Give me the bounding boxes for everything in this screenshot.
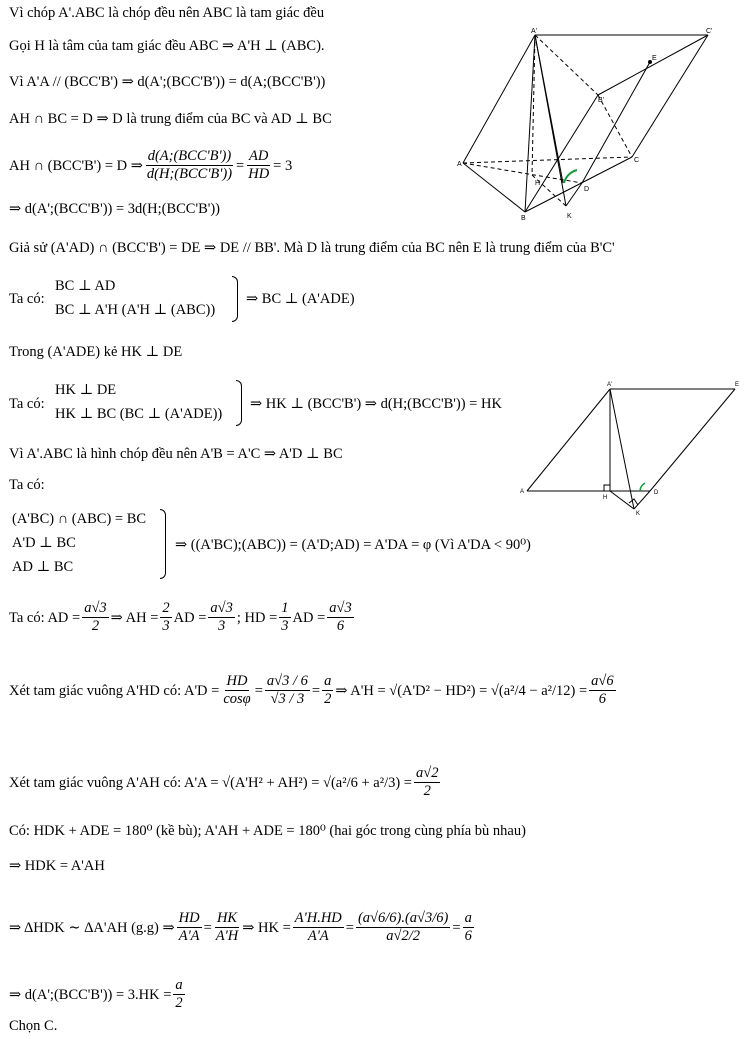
fraction-denominator: 3 [281,618,289,634]
hk-result-fraction [463,910,474,945]
label-e: E [652,55,657,62]
label-k: K [567,213,572,220]
hk-ah-fraction [214,910,240,945]
fraction-numerator: a [464,910,472,926]
ah-fraction [208,600,234,635]
system-1-result: ⇒ BC ⊥ (A'ADE) [246,291,355,307]
equals-sign: = [311,682,321,699]
line-5-prefix: AH ∩ (BCC'B') = D ⇒ [9,157,143,174]
label-e: E [735,382,740,388]
label-a: A [520,489,525,495]
line-11: Vì A'.ABC là hình chóp đều nên A'B = A'C ⇒ A'D ⊥ BC [9,446,343,462]
fraction-denominator: 3 [162,618,170,634]
angle-mark-icon [640,483,645,491]
fraction-denominator: √3 / 3 [270,691,305,707]
fraction-numerator: AD [249,148,269,164]
fraction-denominator: cosφ [223,691,251,707]
fraction-denominator: 2 [91,618,100,634]
ad-text-2: AD = [292,609,326,626]
fraction-numerator: a√6 [591,673,614,689]
line-12: Ta có: [9,477,45,493]
ad-fraction [82,600,108,635]
ad-hd-fraction [246,148,271,183]
hk-compound-fraction [356,910,450,945]
fraction-numerator: d(A;(BCC'B')) [147,148,232,164]
fraction-denominator: A'H [215,928,239,944]
angle-mark-icon [564,170,577,183]
fraction-numerator: HD [178,910,200,926]
fraction-denominator: 2 [175,995,183,1011]
fraction-numerator: a√3 [210,600,233,616]
hd-cos-fraction [221,673,252,708]
system-2 [55,378,222,426]
a-half-fraction [322,673,333,708]
line-16 [9,765,442,800]
line-3: Vì A'A // (BCC'B') ⇒ d(A';(BCC'B')) = d(A;(BCC'B')) [9,74,326,90]
cross-section-figure [515,378,740,518]
label-d: D [584,186,590,193]
ad-cos-label: Xét tam giác vuông A'HD có: A'D = [9,682,220,699]
hk-label: ⇒ HK = [242,919,291,936]
fraction-numerator: 1 [281,600,289,616]
fraction-denominator: 6 [464,928,472,944]
fraction-numerator: A'H.HD [294,910,342,926]
system-2-row-1: HK ⊥ DE [55,382,117,398]
aa-sqrt-expression: Xét tam giác vuông A'AH có: A'A = √(A'H² + AH²) = √(a²/6 + a²/3) = [9,774,412,791]
line-19 [9,910,476,945]
system-2-row-2: HK ⊥ BC (BC ⊥ (A'ADE)) [55,406,223,422]
system-1-row-1: BC ⊥ AD [55,278,116,294]
final-fraction [173,977,184,1012]
fraction-denominator: d(H;(BCC'B')) [146,166,233,182]
fraction-denominator: 2 [324,691,332,707]
label-h: H [603,495,608,501]
fraction-denominator: 6 [336,618,345,634]
compound-fraction [265,673,310,708]
line-18: ⇒ HDK = A'AH [9,858,105,874]
aa-result-fraction [414,765,440,800]
hd-aa-fraction [177,910,202,945]
label-b: B [521,215,526,222]
ah-label: ⇒ AH = [110,609,159,626]
fraction-numerator: HK [216,910,238,926]
line-5-suffix: = 3 [273,157,293,174]
equals-sign: = [203,919,212,936]
line-14 [9,600,356,635]
hk-formula-fraction [293,910,344,945]
fraction-denominator: HD [248,166,270,182]
label-b-prime: B' [598,97,605,104]
line-17: Có: HDK + ADE = 180⁰ (kề bù); A'AH + ADE = 180⁰ (hai góc trong cùng phía bù nhau) [9,823,526,839]
system-2-brace [236,380,242,426]
fraction-numerator: 2 [162,600,170,616]
fraction-denominator: 6 [598,691,607,707]
similar-triangles-text: ⇒ ΔHDK ∼ ΔA'AH (g.g) ⇒ [9,919,175,936]
line-9: Trong (A'ADE) kẻ HK ⊥ DE [9,344,183,360]
fraction-denominator: a√2/2 [386,928,421,944]
ad-label: Ta có: AD = [9,609,81,626]
system-3 [12,507,146,579]
ratio-fraction [145,148,234,183]
system-2-prefix: Ta có: [9,396,45,412]
label-d: D [654,490,659,496]
fraction-numerator: a√3 [84,600,107,616]
fraction-denominator: A'A [307,928,329,944]
fraction-numerator: (a√6/6).(a√3/6) [357,910,449,926]
line-1: Vì chóp A'.ABC là chóp đều nên ABC là tam giác đều [9,5,325,21]
system-2-result: ⇒ HK ⊥ (BCC'B') ⇒ d(H;(BCC'B')) = HK [250,396,502,412]
label-a-prime: A' [607,382,613,388]
fraction-numerator: HD [226,673,248,689]
final-distance-text: ⇒ d(A';(BCC'B')) = 3.HK = [9,986,172,1003]
line-7: Giả sử (A'AD) ∩ (BCC'B') = DE ⇒ DE // BB'. Mà D là trung điểm của BC nên E là trung điểm của B'C' [9,240,615,256]
two-thirds-fraction [160,600,171,635]
system-1-prefix: Ta có: [9,291,45,307]
equals-sign: = [254,682,263,699]
line-15 [9,673,618,708]
line-5 [9,148,292,183]
fraction-numerator: a√3 [329,600,352,616]
system-3-row-2: A'D ⊥ BC [12,535,76,551]
one-third-fraction [279,600,290,635]
line-6: ⇒ d(A';(BCC'B')) = 3d(H;(BCC'B')) [9,201,221,217]
label-a: A [457,161,462,168]
equals-sign: = [236,157,245,174]
ad-text: AD = [173,609,207,626]
label-k: K [636,511,641,517]
fraction-numerator: a [324,673,332,689]
system-1 [55,274,215,322]
label-h: H [535,180,541,187]
hd-label: ; HD = [236,609,278,626]
system-3-result: ⇒ ((A'BC);(ABC)) = (A'D;AD) = A'DA = φ (Vì A'DA < 90⁰) [175,537,531,553]
fraction-numerator: a [175,977,183,993]
line-4: AH ∩ BC = D ⇒ D là trung điểm của BC và AD ⊥ BC [9,111,332,127]
hd-fraction [327,600,353,635]
fraction-denominator: 3 [218,618,226,634]
fraction-denominator: A'A [178,928,200,944]
system-3-brace [160,509,166,579]
system-1-row-2: BC ⊥ A'H (A'H ⊥ (ABC)) [55,302,216,318]
equals-sign: = [452,919,461,936]
ah-result-fraction [589,673,615,708]
answer-line: Chọn C. [9,1018,58,1034]
prism-figure [455,25,740,225]
ah-sqrt-expression: ⇒ A'H = √(A'D² − HD²) = √(a²/4 − a²/12) = [335,682,588,699]
line-20 [9,977,187,1012]
label-c-prime: C' [706,28,713,35]
equals-sign: = [345,919,354,936]
fraction-denominator: 2 [423,783,431,799]
line-2: Gọi H là tâm của tam giác đều ABC ⇒ A'H ⊥ (ABC). [9,38,325,54]
system-1-brace [232,276,238,322]
system-3-row-3: AD ⊥ BC [12,559,74,575]
fraction-numerator: a√3 / 6 [266,673,308,689]
fraction-numerator: a√2 [415,765,439,781]
label-c: C [634,157,640,164]
label-a-prime: A' [531,28,538,35]
system-3-row-1: (A'BC) ∩ (ABC) = BC [12,511,147,527]
